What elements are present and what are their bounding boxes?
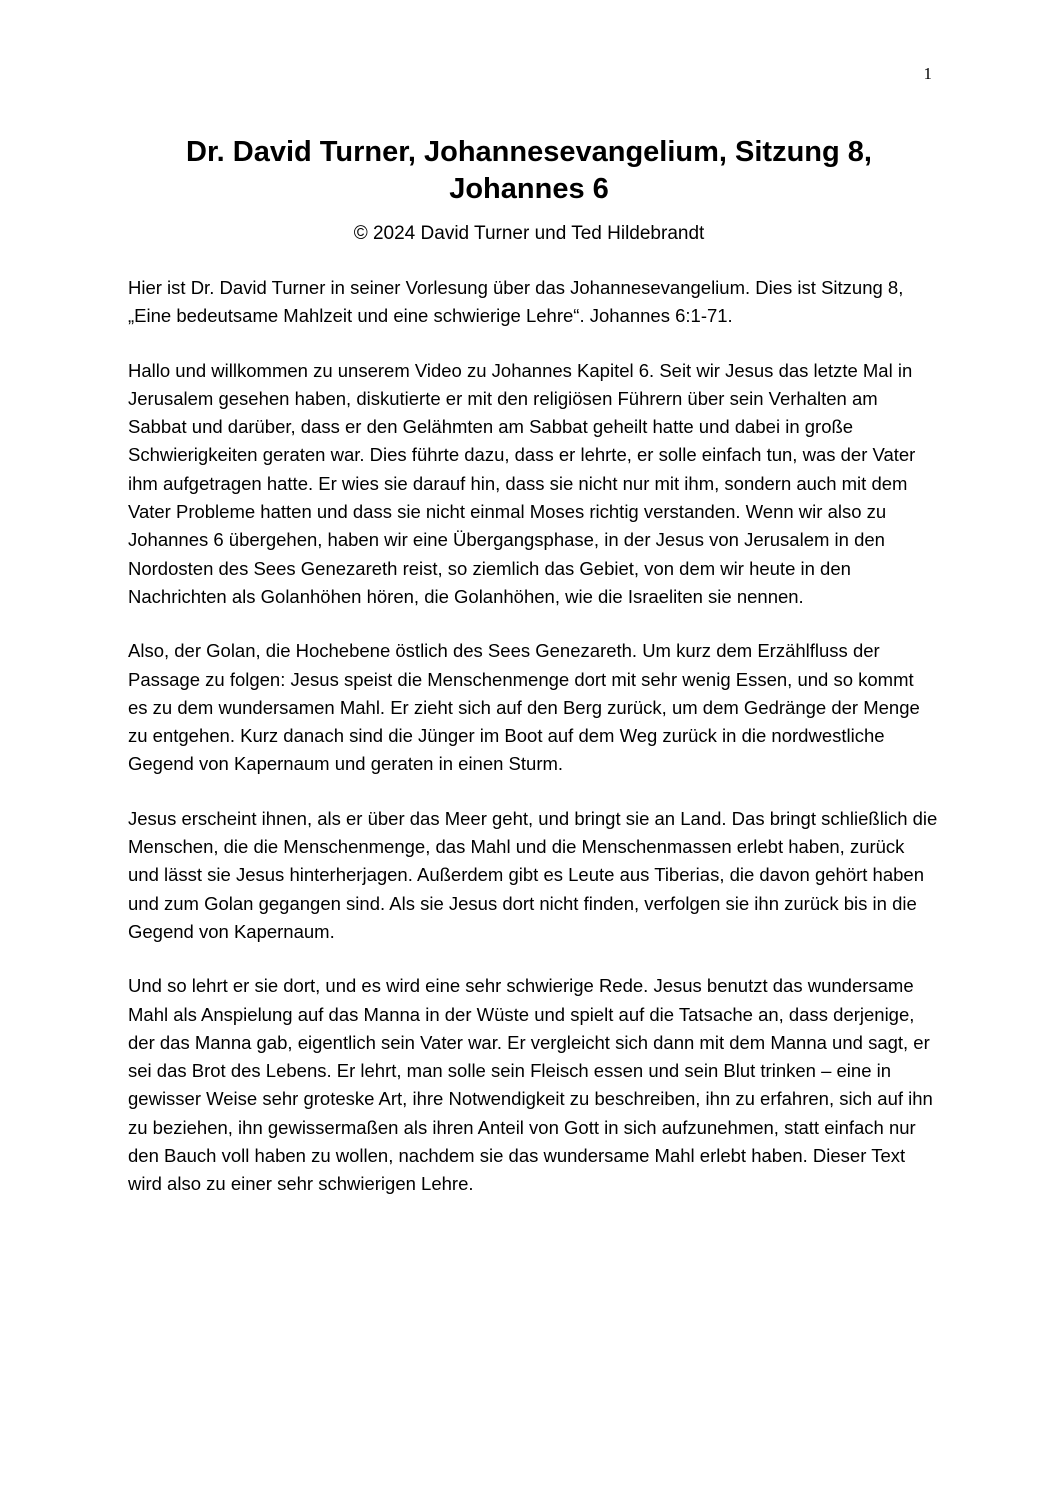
paragraph-5: Und so lehrt er sie dort, und es wird eine sehr schwierige Rede. Jesus benutzt das wundersame Mahl als Anspielung auf das Manna in der Wüste und spielt auf die Tatsache an, dass derjenige, der das Manna gab, eigentlich sein Vater war. Er vergleicht sich dann mit dem Manna und sagt, er sei das Brot des Lebens. Er lehrt, man solle sein Fleisch essen und sein Blut trinken – eine in gewisser Weise sehr groteske Art, ihre Notwendigkeit zu beschreiben, ihn zu erfahren, sich auf ihn zu beziehen, ihn gewissermaßen als ihren Anteil von Gott in sich aufzunehmen, statt einfach nur den Bauch voll haben zu wollen, nachdem sie das wundersame Mahl erlebt haben. Dieser Text wird also zu einer sehr schwierigen Lehre. xyxy=(128,975,933,1195)
paragraph-3: Also, der Golan, die Hochebene östlich des Sees Genezareth. Um kurz dem Erzählfluss der Passage zu folgen: Jesus speist die Menschenmenge dort mit sehr wenig Essen, und so kommt es zu dem wundersamen Mahl. Er zieht sich auf den Berg zurück, um dem Gedränge der Menge zu entgehen. Kurz danach sind die Jünger im Boot auf dem Weg zurück in die nordwestliche Gegend von Kapernaum und geraten in einen Sturm. xyxy=(128,640,920,775)
document-title xyxy=(120,134,938,208)
paragraph-4: Jesus erscheint ihnen, als er über das Meer geht, und bringt sie an Land. Das bringt schließlich die Menschen, die die Menschenmenge, das Mahl und die Menschenmassen erlebt haben, zurück und lässt sie Jesus hinterherjagen. Außerdem gibt es Leute aus Tiberias, die davon gehört haben und zum Golan gegangen sind. Als sie Jesus dort nicht finden, verfolgen sie ihn zurück bis in die Gegend von Kapernaum. xyxy=(128,807,938,942)
title-line-1: Dr. David Turner, Johannesevangelium, Sitzung 8, xyxy=(186,136,872,168)
copyright-line: © 2024 David Turner und Ted Hildebrandt xyxy=(353,223,705,244)
document-body xyxy=(128,274,938,1225)
title-line-2: Johannes 6 xyxy=(449,173,609,205)
page-number: 1 xyxy=(923,64,932,83)
paragraph-1: Hier ist Dr. David Turner in seiner Vorlesung über das Johannesevangelium. Dies ist Sitzung 8, „Eine bedeutsame Mahlzeit und eine schwierige Lehre“. Johannes 6:1-71. xyxy=(128,277,904,327)
paragraph-2: Hallo und willkommen zu unserem Video zu Johannes Kapitel 6. Seit wir Jesus das letzte Mal in Jerusalem gesehen haben, diskutierte er mit den religiösen Führern über sein Verhalten am Sabbat und darüber, dass er den Gelähmten am Sabbat geheilt hatte und dabei in große Schwierigkeiten geraten war. Dies führte dazu, dass er lehrte, er solle einfach tun, was der Vater ihm aufgetragen hatte. Er wies sie darauf hin, dass sie nicht nur mit ihm, sondern auch mit dem Vater Probleme hatten und dass sie nicht einmal Moses richtig verstanden. Wenn wir also zu Johannes 6 übergehen, haben wir eine Übergangsphase, in der Jesus von Jerusalem in den Nordosten des Sees Genezareth reist, so ziemlich das Gebiet, von dem wir heute in den Nachrichten als Golanhöhen hören, die Golanhöhen, wie die Israeliten sie nennen. xyxy=(128,359,916,607)
